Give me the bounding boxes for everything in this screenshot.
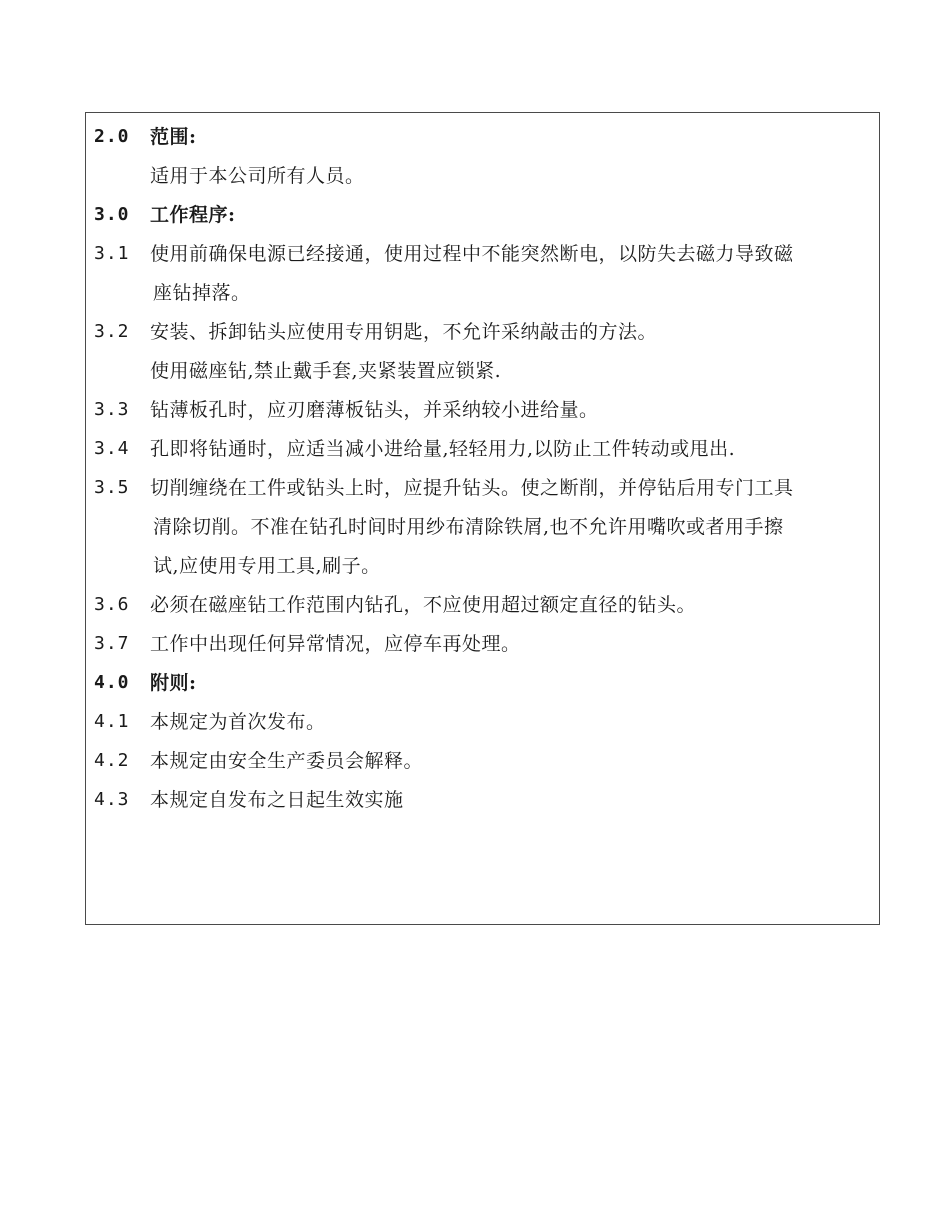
item-number: 3.4 [94,438,130,459]
section-title: 附则: [150,672,197,694]
item-number: 4.2 [94,750,130,771]
section-title: 范围: [150,126,197,148]
item-text: 工作中出现任何异常情况，应停车再处理。 [150,633,521,655]
section-title: 工作程序: [150,204,236,226]
item-number: 3.2 [94,321,130,342]
item-text: 本规定为首次发布。 [150,711,326,733]
section-number: 2.0 [94,126,130,147]
item-text: 必须在磁座钻工作范围内钻孔，不应使用超过额定直径的钻头。 [150,594,697,616]
item-text: 本规定自发布之日起生效实施 [150,789,404,811]
item-number: 3.3 [94,399,130,420]
item-number: 3.5 [94,477,130,498]
item-text: 清除切削。不准在钻孔时间时用纱布清除铁屑,也不允许用嘴吹或者用手擦 [153,516,784,538]
item-text: 孔即将钻通时，应适当减小进给量,轻轻用力,以防止工件转动或甩出. [150,438,736,460]
item-text: 使用前确保电源已经接通，使用过程中不能突然断电，以防失去磁力导致磁 [150,243,794,265]
item-text: 本规定由安全生产委员会解释。 [150,750,424,772]
item-text: 使用磁座钻,禁止戴手套,夹紧装置应锁紧. [150,360,502,382]
item-text: 安装、拆卸钻头应使用专用钥匙，不允许采纳敲击的方法。 [150,321,658,343]
document-box [85,112,880,925]
item-text: 试,应使用专用工具,刷子。 [153,555,381,577]
item-number: 4.1 [94,711,130,732]
item-text: 切削缠绕在工件或钻头上时，应提升钻头。使之断削，并停钻后用专门工具 [150,477,794,499]
section-number: 3.0 [94,204,130,225]
item-number: 3.6 [94,594,130,615]
section-number: 4.0 [94,672,130,693]
item-text: 座钻掉落。 [153,282,251,304]
item-number: 4.3 [94,789,130,810]
item-number: 3.7 [94,633,130,654]
item-text: 钻薄板孔时，应刃磨薄板钻头，并采纳较小进给量。 [150,399,599,421]
item-number: 3.1 [94,243,130,264]
paragraph-text: 适用于本公司所有人员。 [150,165,365,187]
